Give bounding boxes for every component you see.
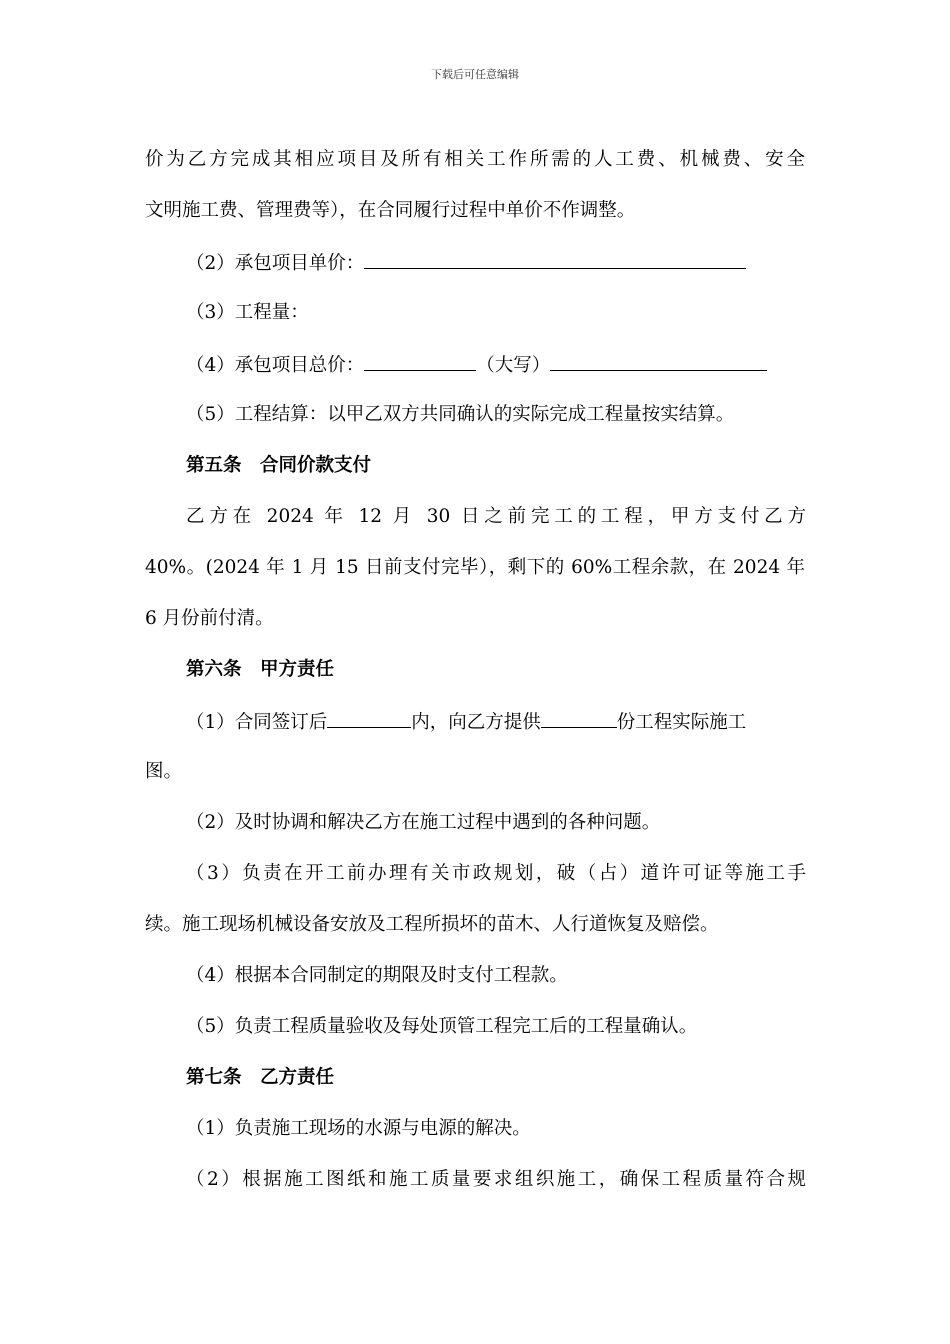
article-7-heading: 第七条 乙方责任: [186, 1067, 335, 1088]
uppercase-blank: [550, 352, 767, 371]
total-price-line: [186, 352, 767, 378]
unit-price-label: （2）承包项目单价：: [186, 253, 365, 274]
paragraph-line: 40%。(2024 年 1 月 15 日前支付完毕），剩下的 60%工程余款，在 2024 年: [145, 557, 805, 578]
paragraph-line: （2）及时协调和解决乙方在施工过程中遇到的各种问题。: [186, 812, 661, 833]
paragraph-line: 6 月份前付清。: [145, 608, 274, 629]
total-price-label: （4）承包项目总价：: [186, 355, 365, 376]
page-header: 下载后可任意编辑: [431, 68, 519, 81]
copies-blank: [541, 709, 617, 728]
drawings-label-1: （1）合同签订后: [186, 712, 328, 733]
article-6-heading: 第六条 甲方责任: [186, 659, 335, 680]
paragraph-line: （3）负责在开工前办理有关市政规划，破（占）道许可证等施工手: [186, 863, 806, 884]
paragraph-line: （4）根据本合同制定的期限及时支付工程款。: [186, 965, 568, 986]
settlement-line: （5）工程结算：以甲乙双方共同确认的实际完成工程量按实结算。: [186, 404, 735, 425]
drawings-line: [186, 709, 746, 735]
uppercase-label: （大写）: [476, 355, 551, 376]
article-5-heading: 第五条 合同价款支付: [186, 455, 372, 476]
drawings-label-3: 份工程实际施工: [616, 712, 747, 733]
total-price-blank: [364, 352, 476, 371]
quantity-line: （3）工程量：: [186, 302, 309, 323]
paragraph-line: 文明施工费、管理费等），在合同履行过程中单价不作调整。: [145, 200, 636, 221]
paragraph-line: 续。施工现场机械设备安放及工程所损坏的苗木、人行道恢复及赔偿。: [145, 914, 719, 935]
paragraph-line: 图。: [145, 761, 183, 782]
paragraph-line: 乙方在 2024 年 12 月 30 日之前完工的工程，甲方支付乙方: [186, 506, 806, 527]
days-blank: [327, 709, 411, 728]
unit-price-blank: [364, 250, 746, 269]
unit-price-line: [186, 250, 746, 276]
paragraph-line: 价为乙方完成其相应项目及所有相关工作所需的人工费、机械费、安全: [145, 149, 805, 170]
paragraph-line: （2）根据施工图纸和施工质量要求组织施工，确保工程质量符合规: [186, 1169, 806, 1190]
paragraph-line: （5）负责工程质量验收及每处顶管工程完工后的工程量确认。: [186, 1016, 698, 1037]
paragraph-line: （1）负责施工现场的水源与电源的解决。: [186, 1118, 531, 1139]
drawings-label-2: 内，向乙方提供: [411, 712, 541, 733]
